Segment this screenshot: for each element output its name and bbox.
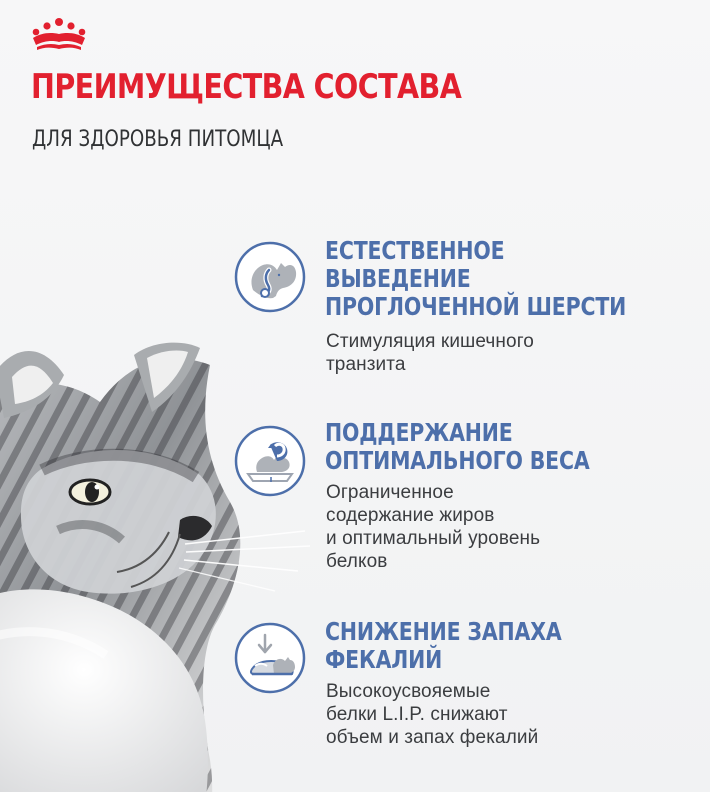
benefit-text-hairball: Стимуляция кишечного транзита — [326, 331, 534, 375]
cat-photo — [0, 320, 320, 792]
page-title: ПРЕИМУЩЕСТВА СОСТАВА — [31, 67, 462, 107]
weight-scale-cat-icon — [234, 425, 306, 497]
benefit-text-weight: Ограниченное содержание жиров и оптимальный уровень белков — [326, 482, 541, 572]
benefit-text-odor: Высокоусвояемые белки L.I.P. снижают объем и запах фекалий — [326, 681, 539, 748]
benefit-title-weight: ПОДДЕРЖАНИЕ ОПТИМАЛЬНОГО ВЕСА — [325, 418, 590, 475]
hairball-cat-icon — [234, 241, 306, 313]
page-subtitle: ДЛЯ ЗДОРОВЬЯ ПИТОМЦА — [32, 127, 284, 152]
benefit-title-odor: СНИЖЕНИЕ ЗАПАХА ФЕКАЛИЙ — [325, 617, 562, 674]
benefit-title-hairball: ЕСТЕСТВЕННОЕ ВЫВЕДЕНИЕ ПРОГЛОЧЕННОЙ ШЕРСТИ — [325, 236, 627, 321]
litter-odor-cat-icon — [234, 622, 306, 694]
royal-canin-crown-icon — [29, 16, 89, 52]
